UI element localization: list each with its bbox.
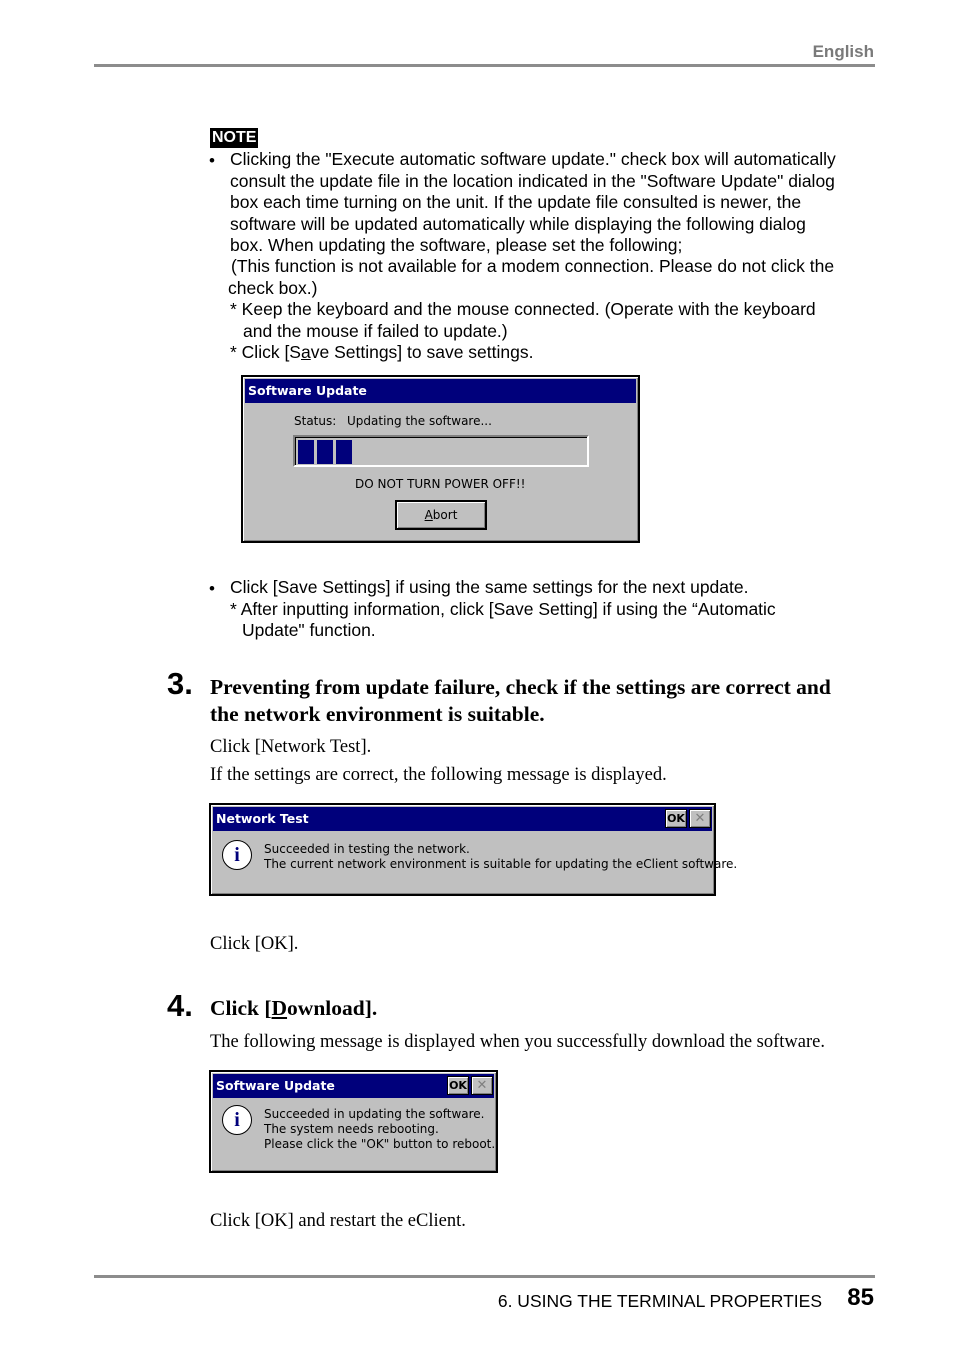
status-label: Status:	[294, 414, 337, 428]
note-line: box each time turning on the unit. If the update file consulted is newer, the	[230, 192, 802, 212]
note-line: * After inputting information, click [Save Setting] if using the “Automatic	[230, 598, 776, 619]
note-line: (This function is not available for a modem connection. Please do not click the	[231, 256, 835, 276]
step-number: 3.	[167, 666, 193, 701]
step4-description: The following message is displayed when you successfully download the software.	[210, 1032, 825, 1052]
footer-rule	[94, 1275, 875, 1278]
warning-text: DO NOT TURN POWER OFF!!	[355, 477, 526, 491]
note-star1	[230, 299, 816, 342]
progress-block	[336, 440, 352, 464]
note-line: Update" function.	[242, 620, 376, 640]
dialog-title: Software Update	[213, 1074, 494, 1098]
status-value: Updating the software...	[347, 414, 492, 428]
dialog-message-line: Succeeded in updating the software.	[264, 1107, 485, 1121]
step4-after: Click [OK] and restart the eClient.	[210, 1211, 466, 1231]
ok-button[interactable]: OK	[447, 1076, 469, 1095]
note-line: and the mouse if failed to update.)	[243, 320, 508, 341]
note-badge: NOTE	[212, 129, 257, 146]
dialog-message-line: Please click the "OK" button to reboot.	[264, 1137, 496, 1151]
bullet-dot: •	[209, 151, 215, 170]
info-icon: i	[222, 840, 252, 870]
note-paren	[228, 256, 835, 299]
note-line: box. When updating the software, please set the following;	[230, 235, 683, 255]
dialog-message-line: The system needs rebooting.	[264, 1122, 439, 1136]
info-icon: i	[222, 1105, 252, 1135]
note-bullet2	[230, 577, 776, 642]
close-icon[interactable]: ✕	[471, 1076, 493, 1095]
note-line: consult the update file in the location indicated in the "Software Update" dialog	[230, 170, 835, 191]
software-update-progress-dialog	[241, 375, 640, 543]
note-bullet1	[230, 149, 836, 257]
note-line: Clicking the "Execute automatic software update." check box will automatically	[230, 149, 836, 169]
bullet-dot: •	[209, 579, 215, 598]
step3-result: If the settings are correct, the following message is displayed.	[210, 765, 667, 785]
step3-after: Click [OK].	[210, 934, 299, 954]
abort-button[interactable]: Abort	[396, 501, 486, 529]
dialog-message-line: The current network environment is suitable for updating the eClient software.	[264, 857, 738, 871]
step-title-line: the network environment is suitable.	[210, 702, 545, 726]
software-update-done-dialog	[209, 1070, 498, 1173]
step3-instruction: Click [Network Test].	[210, 737, 372, 757]
progress-block	[317, 440, 333, 464]
note-line: check box.)	[228, 277, 318, 298]
dialog-title: Network Test	[213, 807, 712, 831]
progress-bar	[293, 435, 589, 467]
progress-block	[298, 440, 314, 464]
note-line: * Keep the keyboard and the mouse connected. (Operate with the keyboard	[230, 299, 816, 319]
step-title: Click [Download].	[210, 996, 378, 1020]
step-title-line: Preventing from update failure, check if the settings are correct and	[210, 675, 831, 699]
dialog-message-line: Succeeded in testing the network.	[264, 842, 470, 856]
step-number: 4.	[167, 988, 193, 1023]
note-line: software will be updated automatically while displaying the following dialog	[230, 213, 806, 234]
close-icon[interactable]: ✕	[689, 809, 711, 828]
footer-section: 6. USING THE TERMINAL PROPERTIES	[497, 1291, 822, 1311]
dialog-title: Software Update	[245, 379, 636, 403]
header-language: English	[812, 42, 874, 61]
page-number: 85	[847, 1284, 874, 1311]
note-line: Click [Save Settings] if using the same settings for the next update.	[230, 577, 749, 597]
ok-button[interactable]: OK	[665, 809, 687, 828]
note-star2: * Click [Save Settings] to save settings.	[230, 342, 534, 362]
network-test-dialog	[209, 803, 738, 896]
header-rule	[94, 64, 875, 67]
step-title	[210, 674, 831, 728]
